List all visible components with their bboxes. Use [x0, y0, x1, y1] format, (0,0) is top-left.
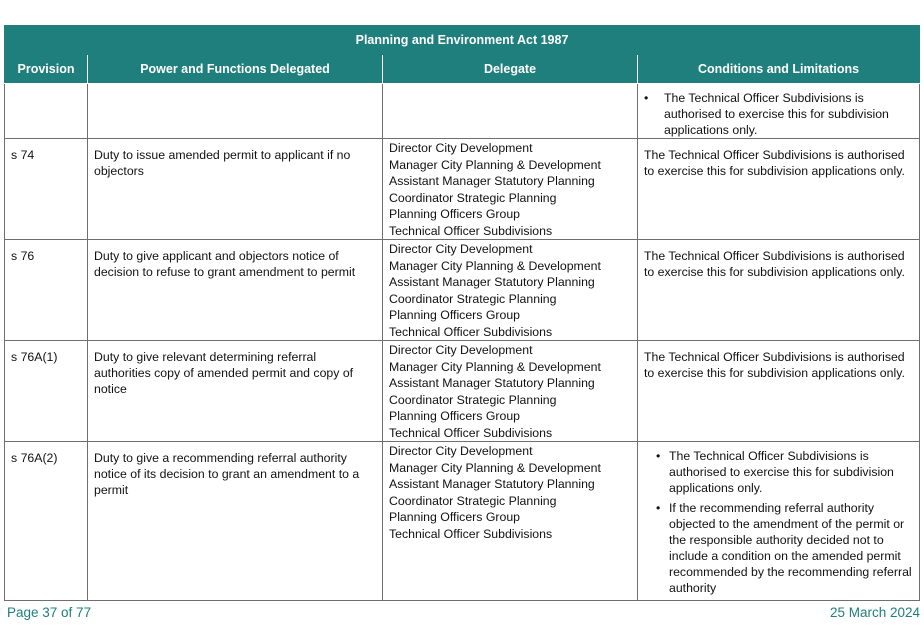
delegate-item: Coordinator Strategic Planning [389, 190, 557, 205]
condition-bullet: • The Technical Officer Subdivisions is authorised to exercise this for subdivision applications only. [664, 90, 913, 138]
delegate-item: Planning Officers Group [389, 308, 521, 322]
provision-cell: s 74 [5, 139, 88, 240]
header-conditions: Conditions and Limitations [638, 55, 920, 84]
table-row [5, 341, 920, 442]
delegate-item: Director City Development [389, 444, 533, 458]
delegate-cell [383, 84, 638, 139]
conditions-cell: The Technical Officer Subdivisions is authorised to exercise this for subdivision applications only. [638, 139, 920, 240]
delegate-cell [383, 139, 638, 240]
conditions-cell [638, 84, 920, 139]
header-provision: Provision [5, 55, 88, 84]
delegate-item: Director City Development [389, 141, 533, 155]
provision-cell [5, 84, 88, 139]
conditions-cell: The Technical Officer Subdivisions is authorised to exercise this for subdivision applications only. [638, 240, 920, 341]
delegate-item: Technical Officer Subdivisions [389, 223, 553, 238]
header-delegate: Delegate [383, 55, 638, 84]
document-date: 25 March 2024 [829, 605, 920, 620]
delegate-item: Coordinator Strategic Planning [389, 291, 557, 306]
delegate-item: Technical Officer Subdivisions [389, 425, 553, 440]
delegate-item: Planning Officers Group [389, 207, 521, 221]
power-cell: Duty to give relevant determining referral authorities copy of amended permit and copy of notice [88, 341, 383, 442]
delegate-item: Assistant Manager Statutory Planning [389, 477, 595, 491]
delegate-item: Manager City Planning & Development [389, 258, 601, 273]
delegate-item: Manager City Planning & Development [389, 460, 601, 475]
delegation-table [4, 25, 920, 601]
act-title: Planning and Environment Act 1987 [5, 26, 920, 55]
column-header-row [5, 55, 920, 84]
conditions-list [656, 448, 913, 596]
condition-bullet: • If the recommending referral authority objected to the amendment of the permit or the responsible authority decided not to include a condition on the amended permit recommended by the recommending referral authority [669, 500, 913, 596]
delegate-item: Manager City Planning & Development [389, 359, 601, 374]
table-row [5, 240, 920, 341]
delegate-item: Coordinator Strategic Planning [389, 392, 557, 407]
delegate-cell [383, 341, 638, 442]
provision-cell: s 76A(2) [5, 442, 88, 601]
delegate-item: Coordinator Strategic Planning [389, 493, 557, 508]
conditions-cell: The Technical Officer Subdivisions is authorised to exercise this for subdivision applications only. [638, 341, 920, 442]
table-row-continuation [5, 84, 920, 139]
power-cell: Duty to give applicant and objectors notice of decision to refuse to grant amendment to permit [88, 240, 383, 341]
delegate-item: Director City Development [389, 242, 533, 256]
table-row [5, 442, 920, 601]
delegate-item: Assistant Manager Statutory Planning [389, 376, 595, 390]
delegate-item: Technical Officer Subdivisions [389, 324, 553, 339]
delegate-item: Planning Officers Group [389, 510, 521, 524]
table-row [5, 139, 920, 240]
power-cell [88, 84, 383, 139]
delegate-cell [383, 240, 638, 341]
delegate-item: Director City Development [389, 343, 533, 357]
condition-bullet: • The Technical Officer Subdivisions is authorised to exercise this for subdivision applications only. [669, 448, 913, 496]
conditions-list [644, 90, 913, 138]
table-title-row [5, 26, 920, 55]
power-cell: Duty to give a recommending referral authority notice of its decision to grant an amendment to a permit [88, 442, 383, 601]
delegate-item: Assistant Manager Statutory Planning [389, 275, 595, 289]
delegate-cell [383, 442, 638, 601]
power-cell: Duty to issue amended permit to applicant if no objectors [88, 139, 383, 240]
delegate-item: Technical Officer Subdivisions [389, 526, 553, 541]
delegate-item: Assistant Manager Statutory Planning [389, 174, 595, 188]
provision-cell: s 76 [5, 240, 88, 341]
delegate-item: Planning Officers Group [389, 409, 521, 423]
conditions-cell [638, 442, 920, 601]
page-number: Page 37 of 77 [7, 605, 92, 620]
provision-cell: s 76A(1) [5, 341, 88, 442]
header-power: Power and Functions Delegated [88, 55, 383, 84]
delegate-item: Manager City Planning & Development [389, 157, 601, 172]
